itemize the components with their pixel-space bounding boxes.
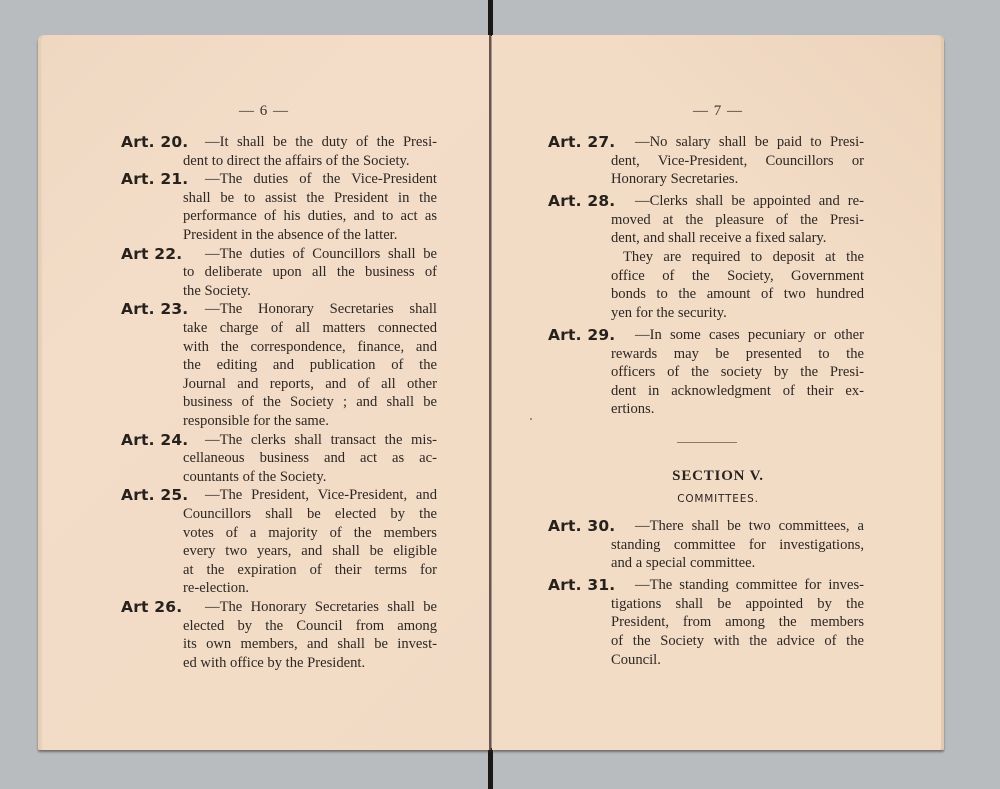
article-line: President, from among the members — [611, 614, 864, 631]
section-title: SECTION V. — [672, 468, 764, 484]
article-line: with the correspondence, finance, and — [183, 338, 437, 355]
article-line: business of the Society ; and shall be — [183, 394, 437, 411]
article-first-line: —The clerks shall transact the mis- — [205, 431, 437, 448]
article-first-line: —It shall be the duty of the Presi- — [205, 134, 437, 150]
article-label: Art. 20. — [121, 133, 189, 151]
article-line: to deliberate upon all the business of — [183, 264, 437, 281]
article-line: moved at the pleasure of the Presi- — [611, 211, 864, 228]
article-label: Art. 23. — [121, 300, 189, 319]
article-line: bonds to the amount of two hundred — [611, 286, 864, 303]
article-line: Journal and reports, and of all other — [183, 375, 437, 392]
article-first-line: —Clerks shall be appointed and re- — [635, 193, 864, 210]
article-first-line: —The President, Vice-President, and — [205, 487, 437, 504]
article-first-line: —The duties of Councillors shall be — [205, 245, 437, 262]
article-label: Art. 24. — [121, 430, 189, 449]
article-line: dent in acknowledgment of their ex- — [611, 382, 864, 399]
article-label: Art. 27. — [548, 133, 616, 151]
article — [548, 326, 864, 419]
article-first-line: —There shall be two committees, a — [635, 518, 864, 534]
article-line: standing committee for investigations, — [611, 536, 864, 553]
article-line: votes of a majority of the members — [183, 524, 437, 541]
article-line: take charge of all matters connected — [183, 319, 437, 336]
binding-spine-top — [488, 0, 493, 36]
article-first-line: —No salary shall be paid to Presi- — [635, 134, 864, 150]
article — [121, 133, 437, 170]
article-first-line: —The Honorary Secretaries shall — [205, 301, 437, 318]
article-line: tigations shall be appointed by the — [611, 595, 864, 612]
article — [548, 192, 864, 322]
article-label: Art. 25. — [121, 486, 189, 505]
article-line: dent to direct the affairs of the Society. — [183, 152, 410, 169]
article-line: responsible for the same. — [183, 412, 329, 429]
article-line: its own members, and shall be invest- — [183, 636, 437, 653]
article-line: office of the Society, Government — [611, 267, 864, 284]
binding-spine-bottom — [488, 748, 493, 789]
article-label: Art. 29. — [548, 326, 616, 344]
article-line: President in the absence of the latter. — [183, 226, 398, 243]
article-line: They are required to deposit at the — [623, 249, 864, 266]
article-line: yen for the security. — [611, 304, 727, 321]
article-label: Art. 21. — [121, 170, 189, 189]
section-divider — [677, 442, 737, 443]
article — [121, 300, 437, 430]
article-line: rewards may be presented to the — [611, 345, 864, 362]
article-first-line: —In some cases pecuniary or other — [635, 327, 864, 343]
section-subtitle: COMMITTEES. — [677, 493, 759, 505]
article-line: at the expiration of their terms for — [183, 561, 437, 578]
article — [121, 598, 437, 672]
article-line: Council. — [611, 651, 661, 668]
article-label: Art. 31. — [548, 576, 616, 595]
article — [121, 431, 437, 487]
page-number: — 6 — — [239, 103, 289, 119]
article-line: shall be to assist the President in the — [183, 189, 437, 206]
article-label: Art 22. — [121, 244, 183, 263]
article-line: every two years, and shall be eligible — [183, 543, 437, 560]
article-line: the editing and publication of the — [183, 357, 437, 374]
article — [548, 517, 864, 573]
article-label: Art 26. — [121, 598, 183, 616]
article — [548, 576, 864, 669]
article-line: dent, and shall receive a fixed salary. — [611, 230, 827, 247]
article-line: re-election. — [183, 580, 250, 597]
article — [121, 245, 437, 301]
article-line: the Society. — [183, 282, 251, 299]
article-line: officers of the society by the Presi- — [611, 364, 864, 381]
article-line: Councillors shall be elected by the — [183, 505, 437, 522]
article-label: Art. 30. — [548, 517, 616, 535]
left-page — [38, 35, 490, 750]
article — [121, 486, 437, 598]
paper-speck — [530, 418, 532, 420]
article-line: countants of the Society. — [183, 468, 327, 485]
article — [548, 133, 864, 189]
article-line: ertions. — [611, 401, 655, 418]
page-number: — 7 — — [693, 103, 743, 119]
article-first-line: —The duties of the Vice-President — [205, 171, 437, 188]
article-line: dent, Vice-President, Councillors or — [611, 152, 864, 169]
article-label: Art. 28. — [548, 192, 616, 211]
article-line: ed with office by the President. — [183, 654, 366, 671]
page-gutter — [489, 35, 491, 750]
article-line: Honorary Secretaries. — [611, 171, 739, 188]
article-line: performance of his duties, and to act as — [183, 208, 437, 225]
article — [121, 170, 437, 244]
article-line: cellaneous business and act as ac- — [183, 450, 437, 467]
article-line: of the Society with the advice of the — [611, 633, 864, 650]
article-line: elected by the Council from among — [183, 617, 437, 634]
article-first-line: —The standing committee for inves- — [635, 577, 864, 594]
article-first-line: —The Honorary Secretaries shall be — [205, 599, 437, 615]
right-page — [492, 35, 944, 750]
article-line: and a special committee. — [611, 555, 756, 572]
